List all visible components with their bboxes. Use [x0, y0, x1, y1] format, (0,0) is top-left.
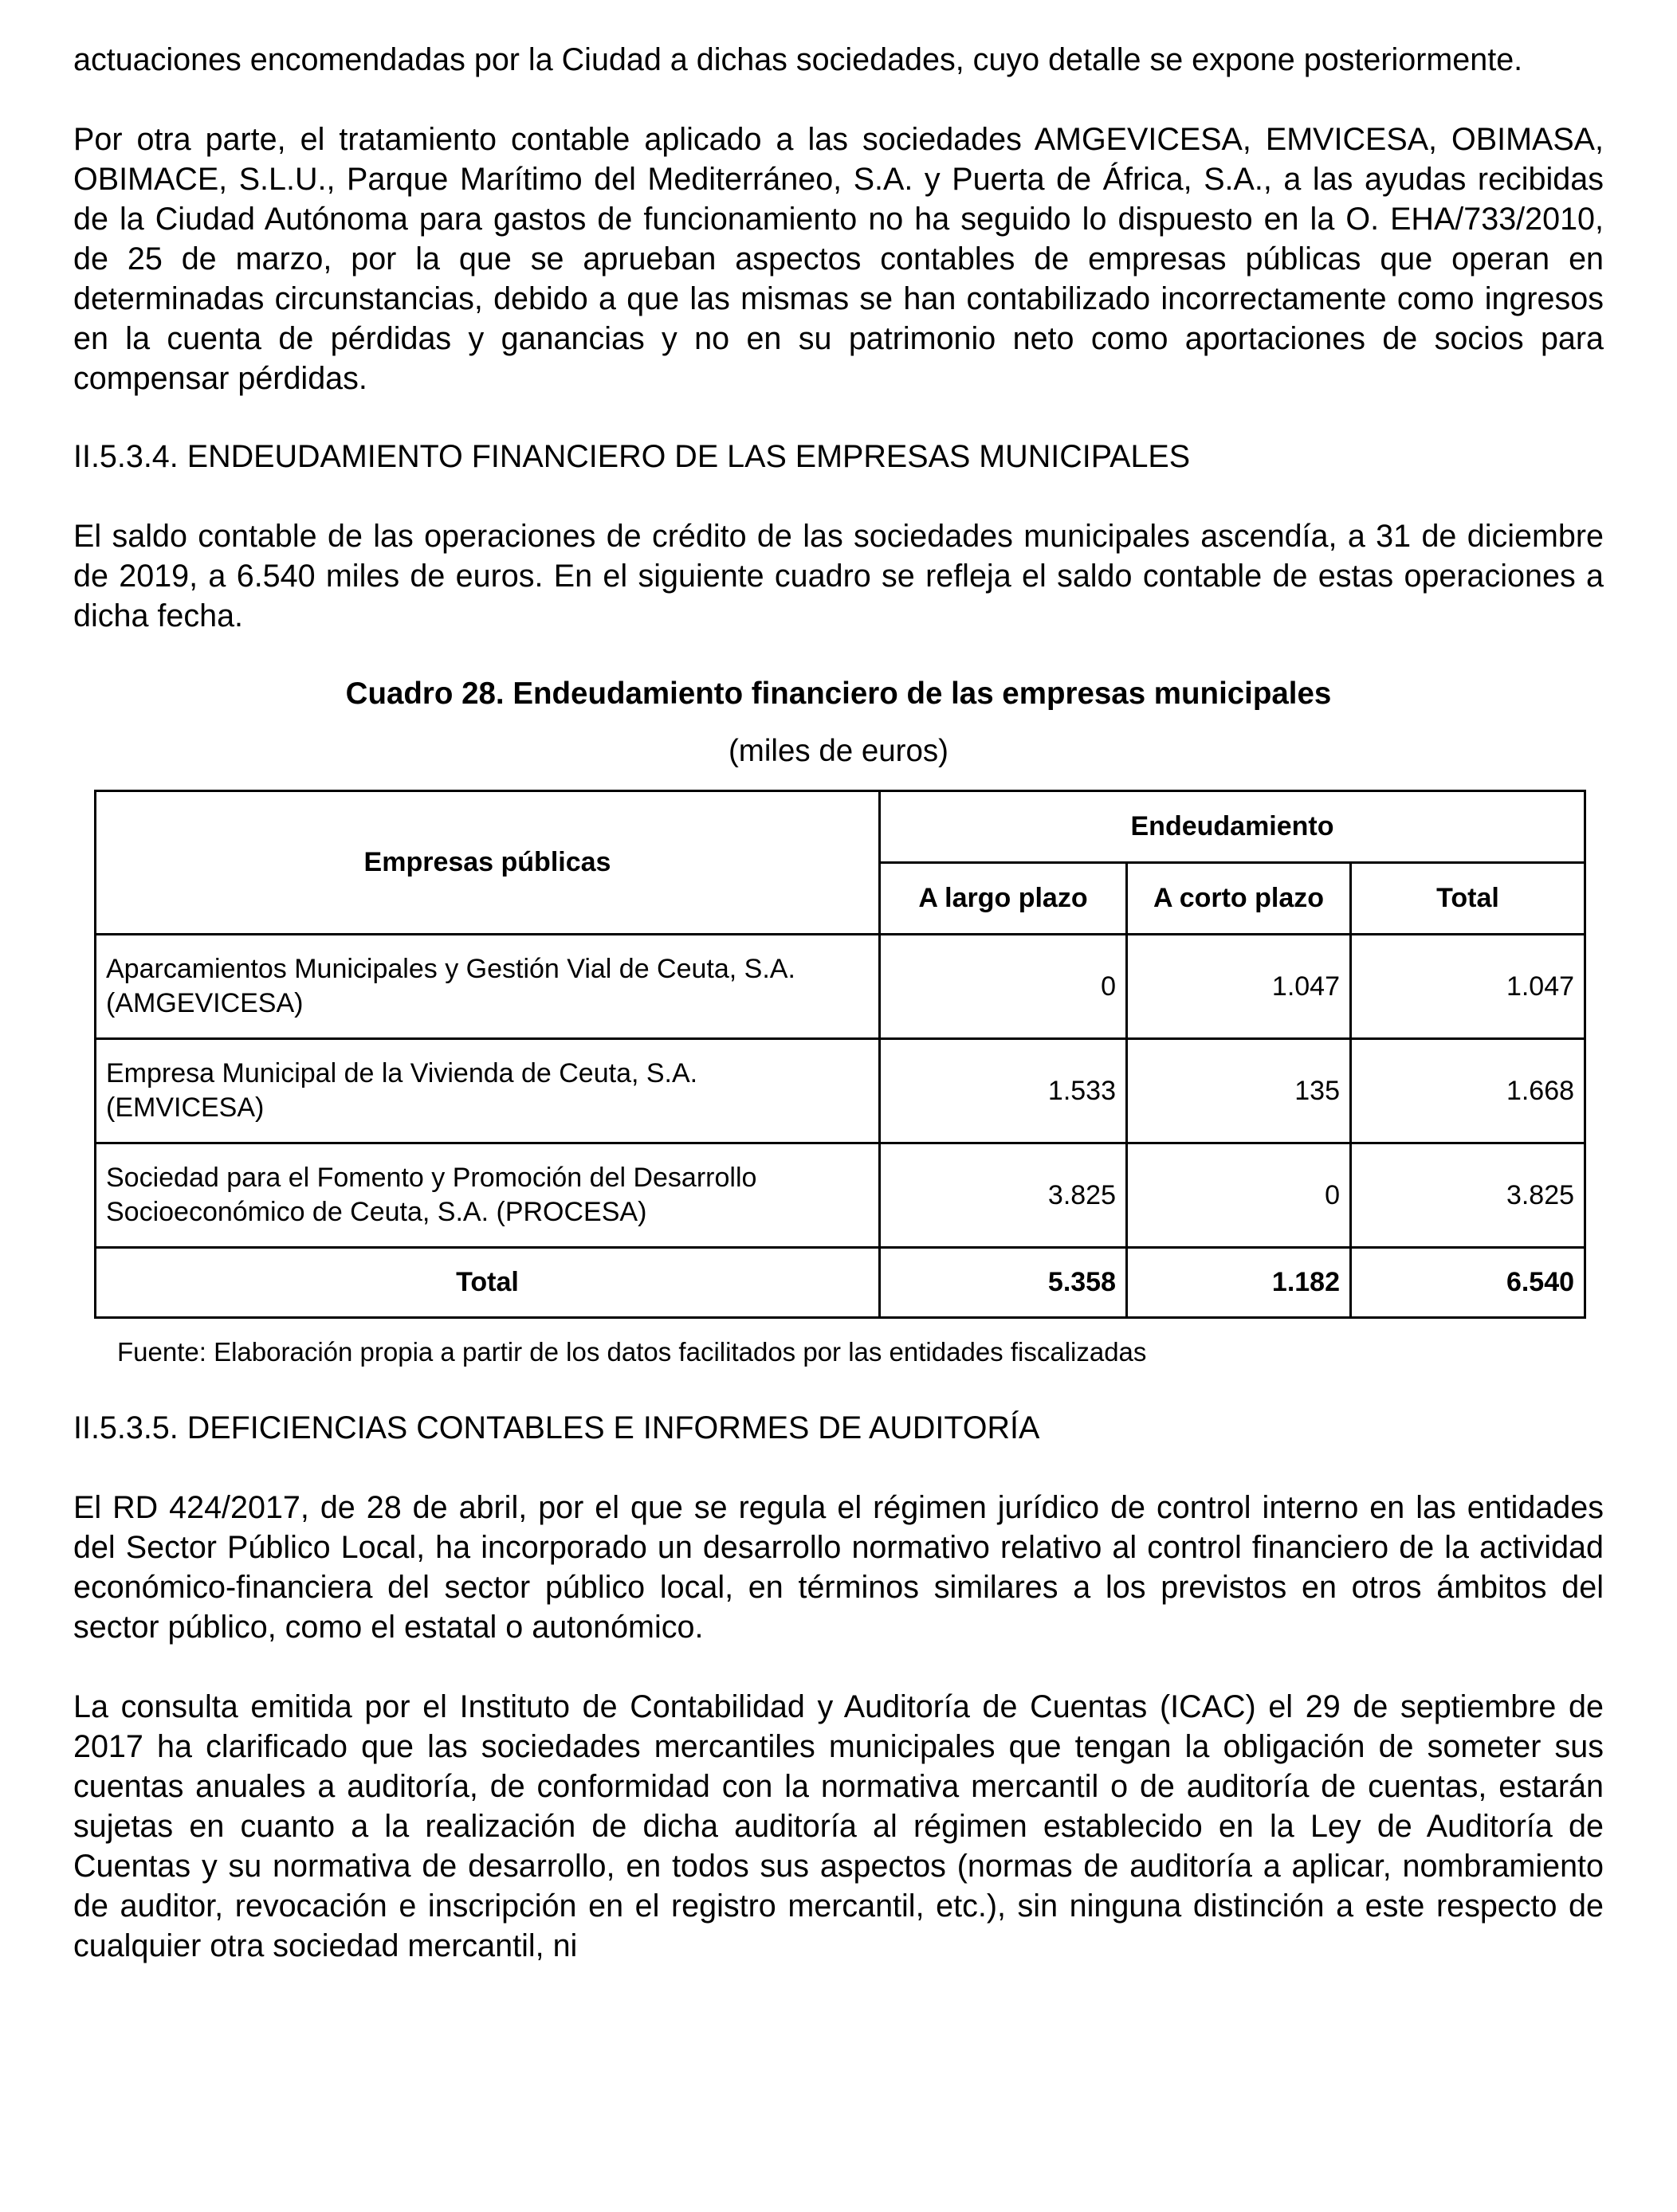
header-corto-plazo: A corto plazo — [1127, 863, 1351, 935]
company-name-line: Aparcamientos Municipales y Gestión Vial de Ceuta, S.A. — [106, 954, 795, 984]
short-term-value: 0 — [1127, 1143, 1351, 1248]
debt-table — [94, 790, 1586, 1319]
paragraph-accounting-treatment: Por otra parte, el tratamiento contable aplicado a las sociedades AMGEVICESA, EMVICESA, OBIMASA, OBIMACE, S.L.U., Parque Marítimo del Mediterráneo, S.A. y Puerta de África, S.A., a las ayudas recibidas de la Ciudad Autónoma para gastos de funcionamiento no ha seguido lo dispuesto en la O. EHA/733/2010, de 25 de marzo, por la que se aprueban aspectos contables de empresas públicas que operan en determinadas circunstancias, debido a que las mismas se han contabilizado incorrectamente como ingresos en la cuenta de pérdidas y ganancias y no en su patrimonio neto como aportaciones de socios para compensar pérdidas. — [73, 122, 1604, 396]
company-name-cell — [96, 935, 880, 1039]
header-largo-plazo: A largo plazo — [880, 863, 1127, 935]
section-heading-deficiencias: II.5.3.5. DEFICIENCIAS CONTABLES E INFORMES DE AUDITORÍA — [73, 1410, 1040, 1445]
short-term-value: 135 — [1127, 1039, 1351, 1143]
paragraph-rd-424: El RD 424/2017, de 28 de abril, por el que se regula el régimen jurídico de control interno en las entidades del Sector Público Local, ha incorporado un desarrollo normativo relativo al control financiero de la actividad económico-financiera del sector público local, en términos similares a los previstos en otros ámbitos del sector público, como el estatal o autonómico. — [73, 1490, 1604, 1645]
paragraph-intro-continuation: actuaciones encomendadas por la Ciudad a dichas sociedades, cuyo detalle se expone posteriormente. — [73, 42, 1523, 77]
table-total-row — [96, 1248, 1585, 1318]
total-value: 1.047 — [1351, 935, 1585, 1039]
paragraph-icac-consulta: La consulta emitida por el Instituto de Contabilidad y Auditoría de Cuentas (ICAC) el 29 de septiembre de 2017 ha clarificado que las sociedades mercantiles municipales que tengan la obligación de someter sus cuentas anuales a auditoría, de conformidad con la normativa mercantil o de auditoría de cuentas, estarán sujetas en cuanto a la realización de dicha auditoría al régimen establecido en la Ley de Auditoría de Cuentas y su normativa de desarrollo, en todos sus aspectos (normas de auditoría a aplicar, nombramiento de auditor, revocación e inscripción en el registro mercantil, etc.), sin ninguna distinción a este respecto de cualquier otra sociedad mercantil, ni — [73, 1689, 1604, 1963]
total-long-term-value: 5.358 — [880, 1248, 1127, 1318]
paragraph-credit-balance: El saldo contable de las operaciones de crédito de las sociedades municipales ascendía, a 31 de diciembre de 2019, a 6.540 miles de euros. En el siguiente cuadro se refleja el saldo contable de estas operaciones a dicha fecha. — [73, 519, 1604, 633]
document-page — [73, 40, 1604, 1966]
table-units: (miles de euros) — [728, 734, 948, 768]
total-value: 1.668 — [1351, 1039, 1585, 1143]
long-term-value: 3.825 — [880, 1143, 1127, 1248]
table-row — [96, 935, 1585, 1039]
company-name-line: (EMVICESA) — [106, 1092, 265, 1123]
table-row — [96, 1143, 1585, 1248]
company-name-cell — [96, 1143, 880, 1248]
company-name-cell — [96, 1039, 880, 1143]
company-name-line: Empresa Municipal de la Vivienda de Ceuta, S.A. — [106, 1058, 698, 1088]
header-endeudamiento: Endeudamiento — [880, 791, 1585, 863]
total-value: 3.825 — [1351, 1143, 1585, 1248]
total-label: Total — [96, 1248, 880, 1318]
short-term-value: 1.047 — [1127, 935, 1351, 1039]
long-term-value: 1.533 — [880, 1039, 1127, 1143]
table-header-row — [96, 791, 1585, 863]
company-name-line: Socioeconómico de Ceuta, S.A. (PROCESA) — [106, 1197, 647, 1227]
header-total: Total — [1351, 863, 1585, 935]
grand-total-value: 6.540 — [1351, 1248, 1585, 1318]
company-name-line: (AMGEVICESA) — [106, 988, 304, 1018]
table-caption: Cuadro 28. Endeudamiento financiero de las empresas municipales — [345, 677, 1332, 711]
section-heading-endeudamiento: II.5.3.4. ENDEUDAMIENTO FINANCIERO DE LAS EMPRESAS MUNICIPALES — [73, 439, 1191, 474]
total-short-term-value: 1.182 — [1127, 1248, 1351, 1318]
table-row — [96, 1039, 1585, 1143]
header-empresas-publicas: Empresas públicas — [96, 791, 880, 935]
company-name-line: Sociedad para el Fomento y Promoción del Desarrollo — [106, 1163, 757, 1193]
long-term-value: 0 — [880, 935, 1127, 1039]
table-source-note: Fuente: Elaboración propia a partir de los datos facilitados por las entidades fiscalizadas — [117, 1337, 1147, 1367]
